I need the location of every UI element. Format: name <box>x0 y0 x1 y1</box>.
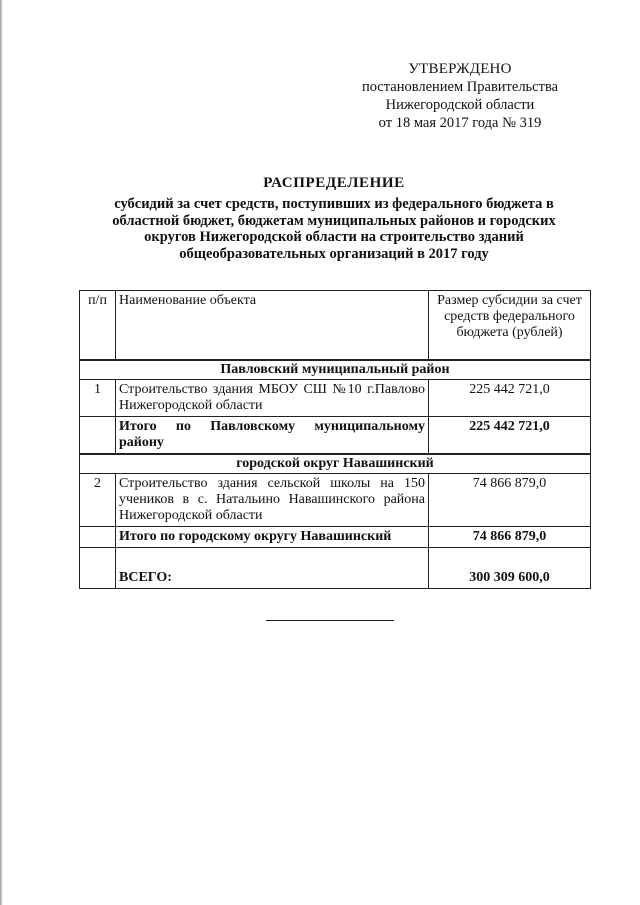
subtotal-amount: 74 866 879,0 <box>429 527 591 548</box>
subtotal-row <box>80 417 591 455</box>
title-line-1: субсидий за счет средств, поступивших из федерального бюджета в <box>114 196 554 212</box>
row-name: Строительство здания МБОУ СШ №10 г.Павлово Нижегородской области <box>116 380 429 417</box>
grand-total-label: ВСЕГО: <box>116 548 429 589</box>
row-amount: 225 442 721,0 <box>429 380 591 417</box>
grand-total-row <box>80 548 591 589</box>
approval-line-1: постановлением Правительства <box>361 79 559 95</box>
row-name: Строительство здания сельской школы на 150 учеников в с. Натальино Навашинского района Нижегородской области <box>116 474 429 527</box>
grand-total-num <box>80 548 116 589</box>
row-num: 1 <box>80 380 116 417</box>
subsidy-table <box>79 290 591 589</box>
subtotal-label: Итого по городскому округу Навашинский <box>116 527 429 548</box>
approval-heading: УТВЕРЖДЕНО <box>408 61 512 77</box>
title-line-2: областной бюджет, бюджетам муниципальных районов и городских <box>112 212 556 229</box>
section-row <box>80 360 591 380</box>
title-line-4: общеобразовательных организаций в 2017 году <box>179 245 489 262</box>
approval-block <box>340 60 580 132</box>
page-edge-shadow <box>0 0 3 905</box>
title-main: РАСПРЕДЕЛЕНИЕ <box>263 175 405 191</box>
row-amount: 74 866 879,0 <box>429 474 591 527</box>
subtotal-num <box>80 527 116 548</box>
title-line-3: округов Нижегородской области на строительство зданий <box>144 229 524 245</box>
approval-line-3: от 18 мая 2017 года № 319 <box>378 115 542 131</box>
subtotal-num <box>80 417 116 455</box>
section-title: Павловский муниципальный район <box>80 360 591 380</box>
grand-total-amount: 300 309 600,0 <box>429 548 591 589</box>
subtotal-amount: 225 442 721,0 <box>429 417 591 455</box>
section-row <box>80 454 591 474</box>
document-title <box>78 174 590 262</box>
table-row <box>80 474 591 527</box>
closing-rule <box>266 620 394 621</box>
approval-line-2: Нижегородской области <box>385 97 535 113</box>
subtotal-label: Итого по Павловскому муниципальному району <box>116 417 429 455</box>
table-header-row <box>80 291 591 361</box>
header-amount: Размер субсидии за счет средств федерального бюджета (рублей) <box>429 291 591 361</box>
section-title: городской округ Навашинский <box>80 454 591 474</box>
table-row <box>80 380 591 417</box>
header-name: Наименование объекта <box>116 291 429 361</box>
subtotal-row <box>80 527 591 548</box>
row-num: 2 <box>80 474 116 527</box>
header-num: п/п <box>80 291 116 361</box>
